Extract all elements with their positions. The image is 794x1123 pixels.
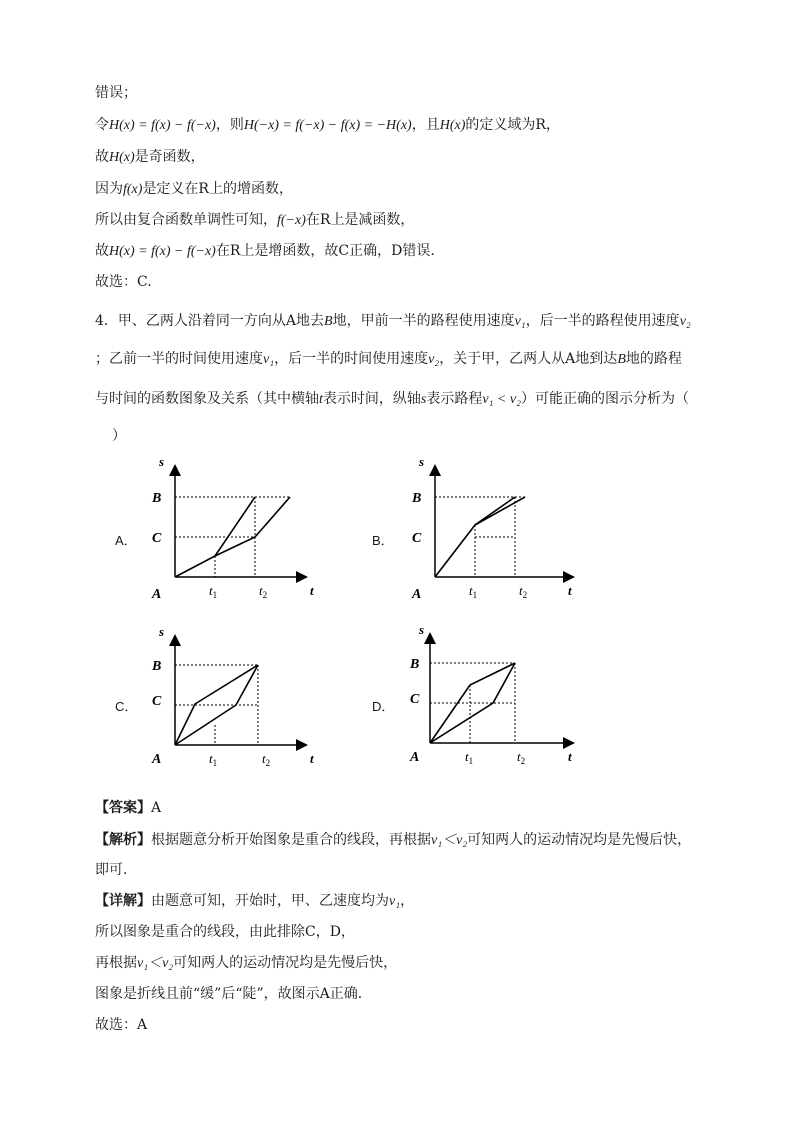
answer-value: A [151, 800, 162, 816]
analysis-tag: 【解析】 [95, 832, 151, 848]
text-l2g: 的定义域为R， [465, 117, 560, 133]
text-l7: 故选：C. [95, 274, 152, 290]
graph-d-label-t: t [568, 749, 572, 764]
q-var-2f: B [617, 352, 626, 367]
analysis-line-2 [95, 859, 127, 879]
graph-c-label-t1: $t_1$ [209, 751, 218, 768]
text-line-5 [95, 209, 414, 229]
graph-b-label-s: s [419, 455, 425, 469]
q-var-3f: v₁ < v₂ [482, 392, 521, 407]
graph-b-label-a: A [412, 587, 422, 602]
text-l3c: 是奇函数， [134, 149, 205, 165]
graph-c-label-b: B [152, 659, 162, 674]
graph-c-label-t2: $t_2$ [262, 751, 271, 768]
question-line-1 [95, 310, 691, 330]
question-line-3 [95, 388, 689, 408]
detail-text-1a: 由题意可知，开始时，甲、乙速度均为 [151, 893, 389, 909]
detail-text-4: 图象是折线且前“缓”后“陡”，故图示A正确. [95, 986, 363, 1002]
detail-line-4 [95, 983, 362, 1003]
text-line-2 [95, 114, 560, 134]
text-l5c: 在R上是减函数， [305, 212, 415, 228]
q-var-3b: t [319, 392, 323, 407]
text-line-6 [95, 240, 435, 260]
formula-l2d: H(−x) = f(−x) − f(x) = −H(x) [243, 118, 412, 133]
q-var-1b: B [324, 314, 333, 329]
graph-d-label-t1: $t_1$ [465, 749, 474, 766]
question-line-2 [95, 348, 682, 368]
q-text-2e: ，关于甲，乙两人从A地到达 [439, 351, 618, 367]
q-var-1f: v₂ [679, 314, 691, 329]
text-line-1 [95, 82, 137, 102]
formula-l2f: H(x) [439, 118, 466, 133]
text-line-7 [95, 271, 152, 291]
option-d-label: D． [372, 699, 395, 714]
detail-text-3c: 可知两人的运动情况均是先慢后快， [173, 955, 398, 971]
graph-c-label-s: s [159, 625, 165, 639]
q-text-3c: 表示时间，纵轴 [322, 391, 421, 407]
graph-a-label-t1: $t_1$ [209, 583, 218, 600]
q-text-4: ） [112, 428, 126, 444]
q-text-2g: 地的路程 [625, 351, 682, 367]
detail-text-1c: ， [400, 893, 415, 909]
graph-a-label-t: t [310, 583, 314, 598]
graph-c-label-a: A [152, 752, 162, 767]
text-line-3 [95, 146, 205, 166]
formula-l6b: H(x) = f(x) − f(−x) [109, 244, 216, 259]
graph-c-label-t: t [310, 751, 314, 766]
q-var-1d: v₁ [514, 314, 526, 329]
q-text-3g: ）可能正确的图示分析为（ [520, 391, 689, 407]
analysis-formula-1b: v₁＜v₂ [431, 833, 468, 848]
graph-d-label-t2: $t_2$ [517, 749, 526, 766]
q-text-3a: 与时间的函数图象及关系（其中横轴 [95, 391, 319, 407]
analysis-text-1a: 根据题意分析开始图象是重合的线段，再根据 [151, 832, 431, 848]
formula-l3b: H(x) [109, 150, 135, 165]
text-l2c: ，则 [215, 117, 244, 133]
detail-formula-3b: v₁＜v₂ [137, 956, 174, 971]
graph-c-label-c: C [152, 694, 162, 709]
graph-a-label-a: A [152, 587, 162, 602]
detail-text-3a: 再根据 [95, 955, 137, 971]
graph-b-label-b: B [412, 491, 422, 506]
text-l6a: 故 [95, 243, 109, 259]
graph-b-label-c: C [412, 531, 422, 546]
graph-a-path-2 [215, 497, 290, 556]
detail-line-3 [95, 952, 397, 972]
graph-d-label-b: B [410, 657, 420, 672]
q-var-3d: s [420, 392, 427, 407]
text-l1: 错误； [95, 85, 137, 101]
graph-b [400, 455, 600, 605]
detail-line-1 [95, 890, 414, 910]
graph-b-label-t: t [568, 583, 572, 598]
text-l2e: ，且 [411, 117, 440, 133]
graph-a [140, 455, 340, 605]
graph-d-label-s: s [419, 625, 425, 637]
answer-tag: 【答案】 [95, 800, 151, 816]
graph-d-label-a: A [410, 750, 420, 765]
detail-tag: 【详解】 [95, 893, 151, 909]
graph-a-label-b: B [152, 491, 162, 506]
text-l2a: 令 [95, 117, 109, 133]
q-text-1a: 4．甲、乙两人沿着同一方向从A地去 [95, 313, 325, 329]
detail-line-2 [95, 921, 355, 941]
graph-b-path-2 [475, 497, 525, 525]
q-text-2c: ，后一半的时间使用速度 [274, 351, 429, 367]
answer-line [95, 797, 161, 817]
analysis-text-2: 即可. [95, 862, 128, 878]
text-line-4 [95, 178, 293, 198]
q-var-2b: v₁ [263, 352, 275, 367]
option-b-label: B． [372, 533, 394, 548]
text-l4a: 因为 [95, 181, 123, 197]
q-text-3e: 表示路程 [426, 391, 483, 407]
graph-b-label-t2: $t_2$ [519, 583, 528, 600]
q-text-1c: 地，甲前一半的路程使用速度 [332, 313, 515, 329]
analysis-line-1 [95, 829, 691, 849]
q-text-1e: ，后一半的路程使用速度 [525, 313, 680, 329]
text-l5a: 所以由复合函数单调性可知， [95, 212, 277, 228]
q-text-2a: ；乙前一半的时间使用速度 [95, 351, 263, 367]
detail-text-5: 故选：A [95, 1017, 148, 1033]
graph-a-label-c: C [152, 531, 162, 546]
graph-a-label-t2: $t_2$ [259, 583, 268, 600]
detail-line-5 [95, 1014, 147, 1034]
graph-d [400, 625, 600, 775]
text-l6c: 在R上是增函数，故C正确，D错误. [215, 243, 435, 259]
detail-formula-1b: v₁ [389, 894, 401, 909]
graph-d-label-c: C [410, 692, 420, 707]
graph-a-label-s: s [159, 455, 165, 469]
graph-b-label-t1: $t_1$ [469, 583, 478, 600]
option-a-label: A． [115, 533, 137, 548]
option-c-label: C． [115, 699, 138, 714]
formula-l2b: H(x) = f(x) − f(−x) [109, 118, 216, 133]
formula-l4b: f(x) [123, 182, 143, 197]
graph-c [140, 625, 340, 775]
question-line-4 [112, 425, 126, 445]
text-l4c: 是定义在R上的增函数， [142, 181, 293, 197]
q-var-2d: v₂ [428, 352, 440, 367]
analysis-text-1c: 可知两人的运动情况均是先慢后快， [467, 832, 692, 848]
text-l3a: 故 [95, 149, 109, 165]
detail-text-2: 所以图象是重合的线段，由此排除C，D， [95, 924, 355, 940]
formula-l5b: f(−x) [277, 213, 306, 228]
